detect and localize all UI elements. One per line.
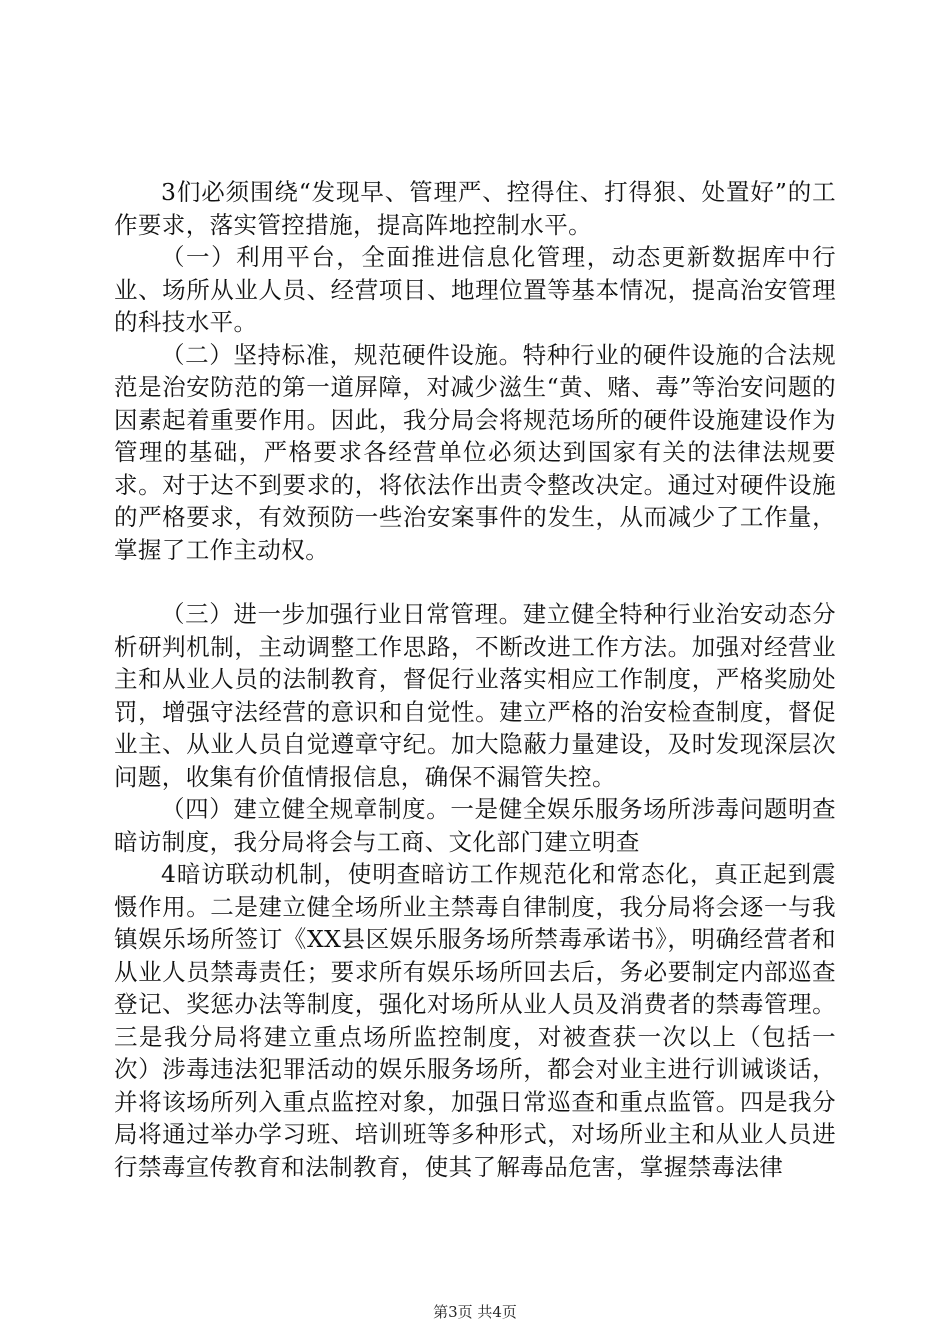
document-body	[114, 176, 836, 1183]
paragraph-item-2: （二）坚持标准，规范硬件设施。特种行业的硬件设施的合法规范是治安防范的第一道屏障，对减少滋生“黄、赌、毒”等治安问题的因素起着重要作用。因此，我分局会将规范场所的硬件设施建设作为管理的基础，严格要求各经营单位必须达到国家有关的法律法规要求。对于达不到要求的，将依法作出责令整改决定。通过对硬件设施的严格要求，有效预防一些治安案事件的发生，从而减少了工作量，掌握了工作主动权。	[114, 340, 836, 564]
paragraph-item-3: （三）进一步加强行业日常管理。建立健全特种行业治安动态分析研判机制，主动调整工作思路，不断改进工作方法。加强对经营业主和从业人员的法制教育，督促行业落实相应工作制度，严格奖励处罚，增强守法经营的意识和自觉性。建立严格的治安检查制度，督促业主、从业人员自觉遵章守纪。加大隐蔽力量建设，及时发现深层次问题，收集有价值情报信息，确保不漏管失控。	[114, 600, 836, 791]
paragraph-item-4: （四）建立健全规章制度。一是健全娱乐服务场所涉毒问题明查暗访制度，我分局将会与工商、文化部门建立明查	[114, 795, 836, 856]
paragraph-item-4-continued: 4暗访联动机制，使明查暗访工作规范化和常态化，真正起到震慑作用。二是建立健全场所业主禁毒自律制度，我分局将会逐一与我镇娱乐场所签订《XX县区娱乐服务场所禁毒承诺书》，明确经营者和从业人员禁毒责任；要求所有娱乐场所回去后，务必要制定内部巡查登记、奖惩办法等制度，强化对场所从业人员及消费者的禁毒管理。三是我分局将建立重点场所监控制度，对被查获一次以上（包括一次）涉毒违法犯罪活动的娱乐服务场所，都会对业主进行训诫谈话，并将该场所列入重点监控对象，加强日常巡查和重点监管。四是我分局将通过举办学习班、培训班等多种形式，对场所业主和从业人员进行禁毒宣传教育和法制教育，使其了解毒品危害，掌握禁毒法律	[114, 860, 836, 1181]
page-number-footer: 第3页 共4页	[433, 1303, 517, 1321]
paragraph-item-1: （一）利用平台，全面推进信息化管理，动态更新数据库中行业、场所从业人员、经营项目、地理位置等基本情况，提高治安管理的科技水平。	[114, 243, 836, 336]
paragraph-intro: 3们必须围绕“发现早、管理严、控得住、打得狠、处置好”的工作要求，落实管控措施，提高阵地控制水平。	[114, 178, 836, 239]
